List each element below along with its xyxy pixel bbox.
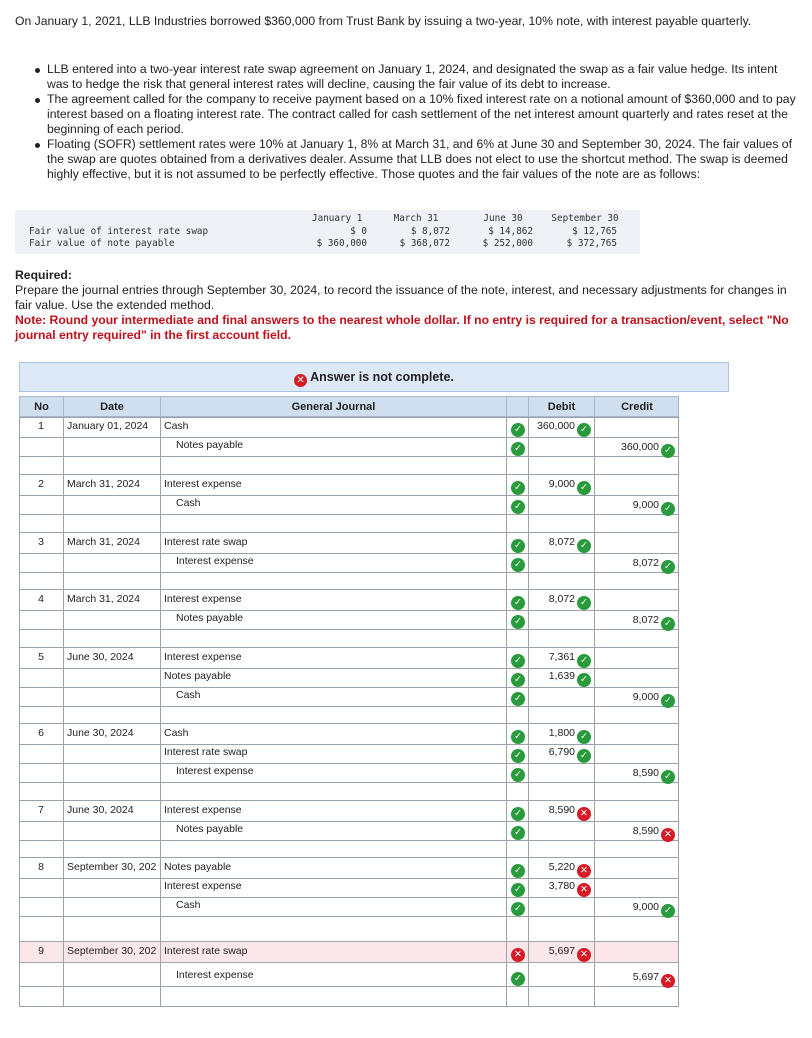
account-status: [507, 743, 527, 762]
x-circle-icon: ✕: [577, 864, 591, 878]
check-circle-icon: ✓: [511, 807, 525, 821]
account-status: [507, 686, 527, 705]
row-divider: [19, 495, 679, 496]
row-divider: [19, 553, 679, 554]
account-status: [507, 494, 527, 513]
column-divider: [63, 417, 64, 1006]
account-field[interactable]: Cash: [164, 420, 189, 432]
check-circle-icon: ✓: [577, 654, 591, 668]
fv-value: $ 0: [350, 226, 367, 237]
row-divider: [19, 437, 679, 438]
account-status: [507, 942, 527, 961]
account-field[interactable]: Notes payable: [164, 670, 232, 682]
account-field[interactable]: Cash: [164, 727, 189, 739]
header-check: [507, 397, 529, 418]
account-field[interactable]: Interest expense: [164, 593, 242, 605]
account-status: [507, 648, 527, 667]
row-divider: [19, 687, 679, 688]
debit-field[interactable]: [528, 858, 591, 877]
column-divider: [594, 417, 595, 1006]
credit-value: 8,590: [632, 767, 659, 779]
credit-field[interactable]: [594, 554, 675, 573]
entry-date[interactable]: June 30, 2024: [67, 651, 134, 663]
column-divider: [160, 417, 161, 1006]
account-field[interactable]: Interest expense: [176, 765, 254, 777]
row-divider: [19, 840, 679, 841]
check-circle-icon: ✓: [511, 596, 525, 610]
account-field[interactable]: Interest rate swap: [164, 746, 248, 758]
bullet-item: Floating (SOFR) settlement rates were 10% at January 1, 8% at March 31, and 6% at June 30 and September 30, 2024. The fair values of the swap are quotes obtained from a derivatives dealer. Assume that LLB does not elect to use the shortcut method. The swap is deemed highly effective, but it is not assumed to be perfectly effective. Those quotes and the fair values of the note are as follows:: [33, 137, 801, 182]
answer-status-banner: [19, 362, 729, 392]
debit-field[interactable]: [528, 648, 591, 667]
entry-date[interactable]: June 30, 2024: [67, 727, 134, 739]
column-divider: [19, 417, 20, 1006]
header-no: No: [20, 397, 64, 418]
entry-number: 2: [38, 478, 44, 490]
entry-number: 4: [38, 593, 44, 605]
entry-date[interactable]: March 31, 2024: [67, 536, 140, 548]
debit-field[interactable]: [528, 801, 591, 820]
account-field[interactable]: Interest rate swap: [164, 945, 248, 957]
column-divider: [678, 417, 679, 1006]
account-field[interactable]: Notes payable: [164, 861, 232, 873]
entry-number: 8: [38, 861, 44, 873]
entry-number: 9: [38, 945, 44, 957]
credit-field[interactable]: [594, 968, 675, 987]
credit-field[interactable]: [594, 496, 675, 515]
fv-header: March 31: [393, 213, 439, 224]
check-circle-icon: ✓: [577, 596, 591, 610]
credit-field[interactable]: [594, 438, 675, 457]
check-circle-icon: ✓: [577, 673, 591, 687]
credit-field[interactable]: [594, 822, 675, 841]
header-debit: Debit: [529, 397, 595, 418]
check-circle-icon: ✓: [511, 558, 525, 572]
credit-value: 360,000: [621, 441, 659, 453]
account-status: [507, 667, 527, 686]
account-field[interactable]: Notes payable: [176, 823, 244, 835]
debit-field[interactable]: [528, 475, 591, 494]
credit-value: 8,590: [632, 825, 659, 837]
fv-header: September 30: [551, 213, 619, 224]
check-circle-icon: ✓: [511, 423, 525, 437]
check-circle-icon: ✓: [577, 423, 591, 437]
credit-value: 8,072: [632, 614, 659, 626]
debit-value: 6,790: [548, 746, 575, 758]
account-status: [507, 590, 527, 609]
check-circle-icon: ✓: [511, 730, 525, 744]
x-circle-icon: ✕: [294, 374, 307, 387]
fv-value: $ 252,000: [482, 238, 533, 249]
check-circle-icon: ✓: [661, 502, 675, 516]
account-field[interactable]: Interest expense: [176, 555, 254, 567]
account-status: [507, 724, 527, 743]
account-field[interactable]: Interest expense: [164, 651, 242, 663]
required-text: Prepare the journal entries through September 30, 2024, to record the issuance of the note, interest, and necessary adjustments for changes in fair value. Use the extended method.: [15, 283, 787, 312]
credit-value: 9,000: [632, 901, 659, 913]
account-status: [507, 762, 527, 781]
row-divider: [19, 610, 679, 611]
credit-value: 5,697: [632, 971, 659, 983]
check-circle-icon: ✓: [661, 617, 675, 631]
x-circle-icon: ✕: [661, 974, 675, 988]
check-circle-icon: ✓: [511, 972, 525, 986]
check-circle-icon: ✓: [577, 539, 591, 553]
check-circle-icon: ✓: [577, 730, 591, 744]
check-circle-icon: ✓: [577, 749, 591, 763]
credit-value: 8,072: [632, 557, 659, 569]
row-divider: [19, 763, 679, 764]
entry-date[interactable]: January 01, 2024: [67, 420, 149, 432]
required-section: [15, 268, 800, 343]
check-circle-icon: ✓: [661, 444, 675, 458]
required-note: Note: Round your intermediate and final answers to the nearest whole dollar. If no entry is required for a transaction/event, select "No journal entry required" in the first account field.: [15, 313, 789, 342]
fv-value: $ 360,000: [316, 238, 367, 249]
row-divider: [19, 456, 679, 457]
credit-field[interactable]: [594, 688, 675, 707]
banner-text: Answer is not complete.: [310, 370, 454, 384]
debit-field[interactable]: [528, 877, 591, 896]
row-divider: [19, 1006, 679, 1007]
journal-header: [19, 396, 679, 417]
header-general-journal: General Journal: [161, 397, 507, 418]
fv-value: $ 12,765: [572, 226, 617, 237]
account-status: [507, 475, 527, 494]
check-circle-icon: ✓: [661, 694, 675, 708]
row-divider: [19, 821, 679, 822]
account-status: [507, 417, 527, 436]
row-divider: [19, 782, 679, 783]
column-divider: [506, 417, 507, 1006]
debit-field[interactable]: [528, 417, 591, 436]
problem-bullets: [33, 62, 801, 182]
entry-number: 7: [38, 804, 44, 816]
debit-value: 7,361: [548, 651, 575, 663]
account-field[interactable]: Notes payable: [176, 439, 244, 451]
account-field[interactable]: Interest rate swap: [164, 536, 248, 548]
account-status: [507, 533, 527, 552]
entry-number: 6: [38, 727, 44, 739]
credit-field[interactable]: [594, 764, 675, 783]
fv-value: $ 8,072: [410, 226, 450, 237]
check-circle-icon: ✓: [511, 673, 525, 687]
bullet-item: The agreement called for the company to receive payment based on a 10% fixed interest rate on a notional amount of $360,000 and to pay interest based on a floating interest rate. The contract called for cash settlement of the net interest amount quarterly and rates reset at the beginning of each period.: [33, 92, 801, 137]
account-field[interactable]: Notes payable: [176, 612, 244, 624]
debit-field[interactable]: [528, 724, 591, 743]
debit-value: 3,780: [548, 880, 575, 892]
check-circle-icon: ✓: [511, 615, 525, 629]
check-circle-icon: ✓: [661, 770, 675, 784]
x-circle-icon: ✕: [577, 948, 591, 962]
fv-value: $ 372,765: [566, 238, 617, 249]
debit-field[interactable]: [528, 533, 591, 552]
check-circle-icon: ✓: [511, 539, 525, 553]
account-field[interactable]: Cash: [176, 497, 201, 509]
account-field[interactable]: Cash: [176, 899, 201, 911]
account-field[interactable]: Cash: [176, 689, 201, 701]
row-divider: [19, 514, 679, 515]
check-circle-icon: ✓: [511, 826, 525, 840]
account-status: [507, 820, 527, 839]
problem-intro: On January 1, 2021, LLB Industries borrowed $360,000 from Trust Bank by issuing a two-year, 10% note, with interest payable quarterly.: [15, 14, 752, 28]
row-divider: [19, 706, 679, 707]
credit-field[interactable]: [594, 611, 675, 630]
check-circle-icon: ✓: [511, 692, 525, 706]
fv-row-label: Fair value of note payable: [29, 238, 175, 249]
debit-value: 8,072: [548, 593, 575, 605]
entry-date[interactable]: September 30, 202: [67, 945, 157, 957]
check-circle-icon: ✓: [511, 442, 525, 456]
check-circle-icon: ✓: [511, 481, 525, 495]
entry-date[interactable]: June 30, 2024: [67, 804, 134, 816]
account-status: [507, 552, 527, 571]
debit-field[interactable]: [528, 667, 591, 686]
fv-value: $ 368,072: [399, 238, 450, 249]
check-circle-icon: ✓: [511, 864, 525, 878]
debit-field[interactable]: [528, 590, 591, 609]
bullet-item: LLB entered into a two-year interest rate swap agreement on January 1, 2024, and designated the swap as a fair value hedge. Its intent was to hedge the risk that general interest rates will decline, causing the fair value of its debt to increase.: [33, 62, 801, 92]
credit-value: 9,000: [632, 691, 659, 703]
entry-number: 5: [38, 651, 44, 663]
account-status: [507, 858, 527, 877]
fv-header: June 30: [483, 213, 523, 224]
required-heading: Required:: [15, 268, 72, 282]
check-circle-icon: ✓: [511, 500, 525, 514]
fair-value-table: [15, 210, 640, 254]
check-circle-icon: ✓: [511, 902, 525, 916]
entry-date[interactable]: September 30, 202: [67, 861, 157, 873]
debit-value: 1,800: [548, 727, 575, 739]
x-circle-icon: ✕: [577, 807, 591, 821]
x-circle-icon: ✕: [511, 948, 525, 962]
account-field[interactable]: Interest expense: [176, 969, 254, 981]
credit-field[interactable]: [594, 898, 675, 917]
fv-row-label: Fair value of interest rate swap: [29, 226, 209, 237]
debit-value: 9,000: [548, 478, 575, 490]
row-divider: [19, 986, 679, 987]
row-divider: [19, 916, 679, 917]
check-circle-icon: ✓: [661, 560, 675, 574]
fv-value: $ 14,862: [488, 226, 533, 237]
fv-header: January 1: [312, 213, 363, 224]
debit-value: 360,000: [537, 420, 575, 432]
header-date: Date: [64, 397, 161, 418]
row-divider: [19, 629, 679, 630]
column-divider: [528, 417, 529, 1006]
account-status: [507, 801, 527, 820]
entry-date[interactable]: March 31, 2024: [67, 478, 140, 490]
debit-field[interactable]: [528, 743, 591, 762]
check-circle-icon: ✓: [511, 654, 525, 668]
debit-field[interactable]: [528, 942, 591, 961]
debit-value: 8,072: [548, 536, 575, 548]
entry-number: 1: [38, 420, 44, 432]
account-status: [507, 609, 527, 628]
row-divider: [19, 572, 679, 573]
debit-value: 1,639: [548, 670, 575, 682]
header-credit: Credit: [621, 401, 653, 413]
account-status: [507, 436, 527, 455]
account-status: [507, 966, 527, 985]
row-divider: [19, 962, 679, 963]
account-field[interactable]: Interest expense: [164, 478, 242, 490]
debit-value: 5,220: [548, 861, 575, 873]
credit-value: 9,000: [632, 499, 659, 511]
entry-date[interactable]: March 31, 2024: [67, 593, 140, 605]
check-circle-icon: ✓: [661, 904, 675, 918]
row-divider: [19, 897, 679, 898]
check-circle-icon: ✓: [511, 768, 525, 782]
check-circle-icon: ✓: [511, 749, 525, 763]
account-status: [507, 877, 527, 896]
account-status: [507, 896, 527, 915]
debit-value: 8,590: [548, 804, 575, 816]
x-circle-icon: ✕: [661, 828, 675, 842]
check-circle-icon: ✓: [577, 481, 591, 495]
check-circle-icon: ✓: [511, 883, 525, 897]
account-field[interactable]: Interest expense: [164, 880, 242, 892]
entry-number: 3: [38, 536, 44, 548]
debit-value: 5,697: [548, 945, 575, 957]
x-circle-icon: ✕: [577, 883, 591, 897]
account-field[interactable]: Interest expense: [164, 804, 242, 816]
row-divider: [19, 417, 679, 418]
